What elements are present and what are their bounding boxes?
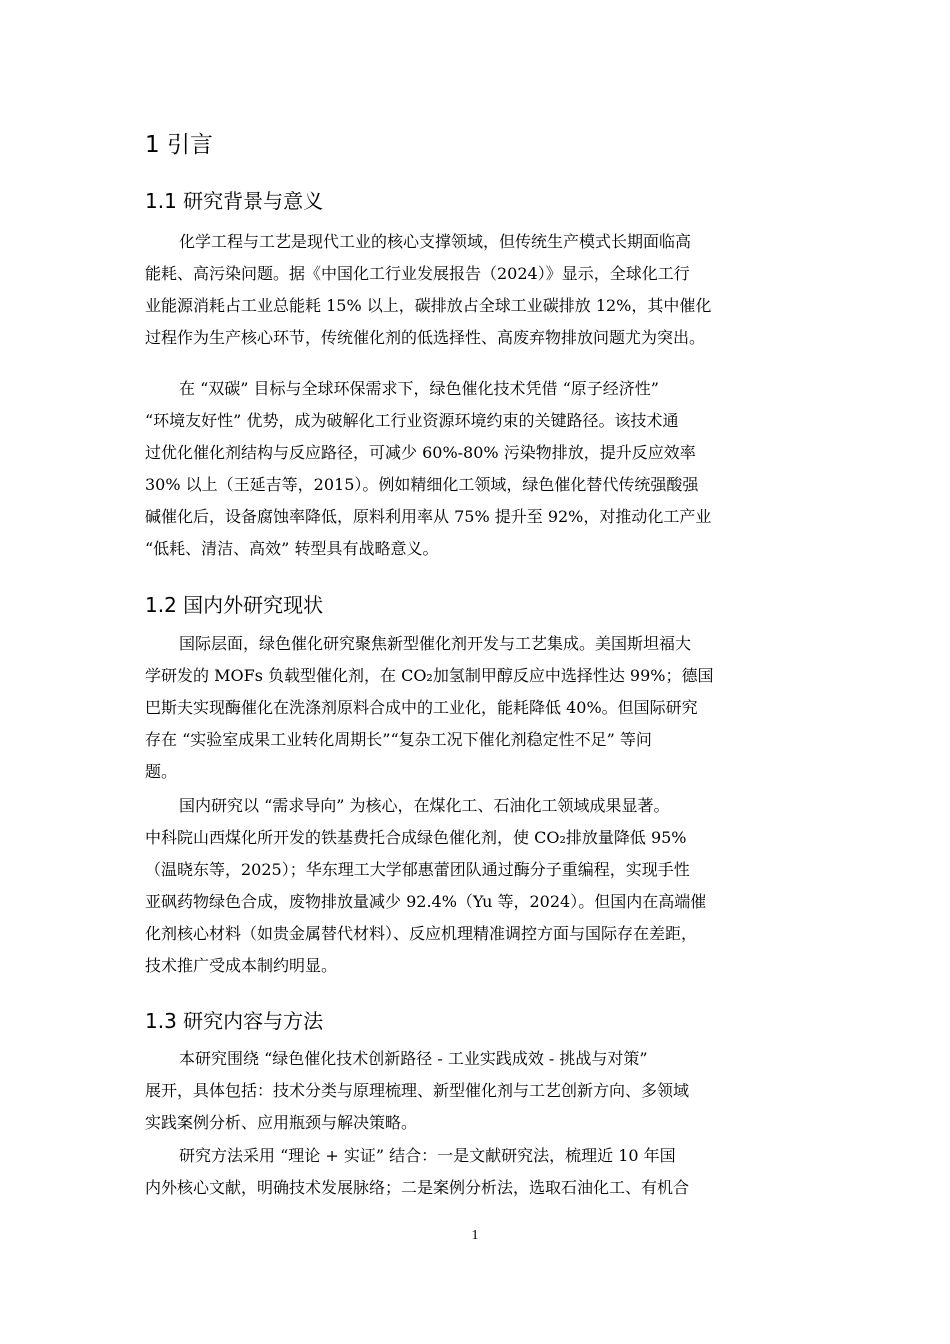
text-line: 30% 以上（王延吉等，2015）。例如精细化工领域，绿色催化替代传统强酸强 <box>145 475 699 494</box>
text-line: 学研发的 MOFs 负载型催化剂，在 CO₂加氢制甲醇反应中选择性达 99%；德国 <box>145 666 714 685</box>
text-line: 碱催化后，设备腐蚀率降低，原料利用率从 75% 提升至 92%，对推动化工产业 <box>145 507 712 526</box>
section-heading: 1.1 研究背景与意义 <box>145 189 324 213</box>
text-line: 巴斯夫实现酶催化在洗涤剂原料合成中的工业化，能耗降低 40%。但国际研究 <box>145 698 698 717</box>
text-line: 国际层面，绿色催化研究聚焦新型催化剂开发与工艺集成。美国斯坦福大 <box>179 634 692 653</box>
text-line: 能耗、高污染问题。据《中国化工行业发展报告（2024）》显示，全球化工行 <box>145 264 690 283</box>
text-line: 实践案例分析、应用瓶颈与解决策略。 <box>145 1113 418 1132</box>
text-line: 过优化催化剂结构与反应路径，可减少 60%-80% 污染物排放，提升反应效率 <box>145 443 696 462</box>
section-heading: 1.2 国内外研究现状 <box>145 593 324 617</box>
paragraph <box>145 628 805 788</box>
text-line: 题。 <box>145 762 178 781</box>
text-line: 本研究围绕 “绿色催化技术创新路径 - 工业实践成效 - 挑战与对策” <box>179 1049 648 1068</box>
page-number: 1 <box>471 1228 479 1243</box>
text-line: 过程作为生产核心环节，传统催化剂的低选择性、高废弃物排放问题尤为突出。 <box>145 328 706 347</box>
text-line: 国内研究以 “需求导向” 为核心，在煤化工、石油化工领域成果显著。 <box>179 796 670 815</box>
paragraph <box>145 790 805 982</box>
paragraph <box>145 1043 805 1139</box>
text-line: 内外核心文献，明确技术发展脉络；二是案例分析法，选取石油化工、有机合 <box>145 1178 690 1197</box>
text-line: 存在 “实验室成果工业转化周期长”“复杂工况下催化剂稳定性不足” 等问 <box>145 730 652 749</box>
section-heading: 1.3 研究内容与方法 <box>145 1009 324 1033</box>
chapter-heading: 1 引言 <box>145 132 213 158</box>
text-line: 研究方法采用 “理论 + 实证” 结合：一是文献研究法，梳理近 10 年国 <box>179 1146 676 1165</box>
paragraph <box>145 373 805 565</box>
text-line: 化学工程与工艺是现代工业的核心支撑领域，但传统生产模式长期面临高 <box>179 232 692 251</box>
text-line: 在 “双碳” 目标与全球环保需求下，绿色催化技术凭借 “原子经济性” <box>179 379 659 398</box>
text-line: （温晓东等，2025）；华东理工大学郁惠蕾团队通过酶分子重编程，实现手性 <box>145 860 690 879</box>
paragraph <box>145 1140 805 1204</box>
text-line: 业能源消耗占工业总能耗 15% 以上，碳排放占全球工业碳排放 12%，其中催化 <box>145 296 712 315</box>
text-line: “环境友好性” 优势，成为破解化工行业资源环境约束的关键路径。该技术通 <box>145 411 679 430</box>
text-line: 亚砜药物绿色合成，废物排放量减少 92.4%（Yu 等，2024）。但国内在高端催 <box>145 892 707 911</box>
text-line: “低耗、清洁、高效” 转型具有战略意义。 <box>145 539 439 558</box>
text-line: 展开，具体包括：技术分类与原理梳理、新型催化剂与工艺创新方向、多领域 <box>145 1081 690 1100</box>
paragraph <box>145 226 805 354</box>
text-line: 中科院山西煤化所开发的铁基费托合成绿色催化剂，使 CO₂排放量降低 95% <box>145 828 687 847</box>
text-line: 技术推广受成本制约明显。 <box>145 956 338 975</box>
text-line: 化剂核心材料（如贵金属替代材料）、反应机理精准调控方面与国际存在差距， <box>145 924 698 943</box>
